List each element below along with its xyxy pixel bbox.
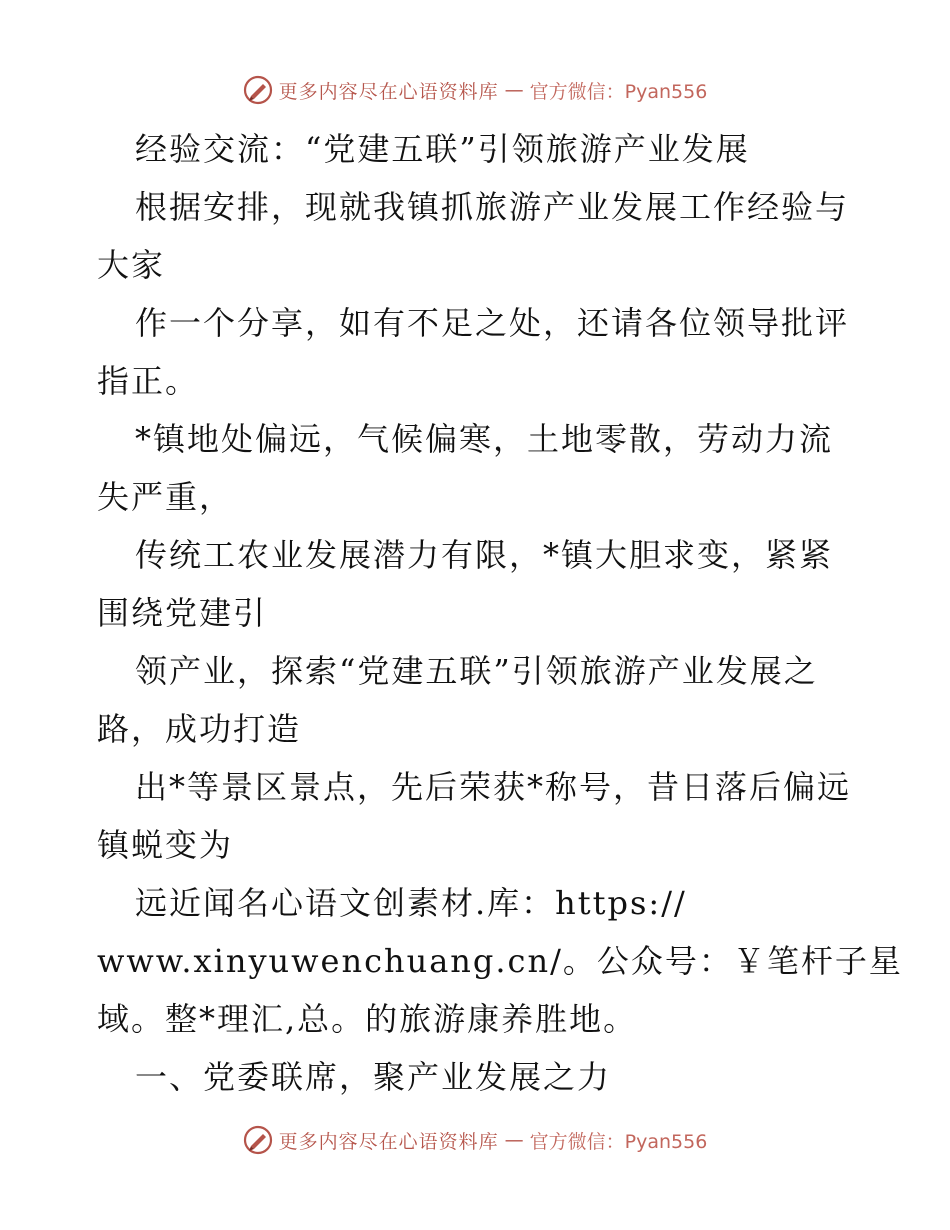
paragraph-line: 镇蜕变为 (97, 826, 234, 864)
document-body (97, 120, 903, 1106)
paragraph-line: 传统工农业发展潜力有限，*镇大胆求变，紧紧 (135, 536, 834, 574)
footer-watermark (0, 1120, 950, 1160)
paragraph-line: 领产业，探索“党建五联”引领旅游产业发展之 (135, 652, 818, 690)
watermark-separator: — (504, 1129, 524, 1151)
watermark-wechat: 官方微信：Pyan556 (529, 80, 708, 103)
paragraph-line: *镇地处偏远，气候偏寒，土地零散，劳动力流 (135, 420, 834, 458)
paragraph-line: 作一个分享，如有不足之处，还请各位领导批评 (135, 304, 850, 342)
section-heading: 一、党委联席，聚产业发展之力 (135, 1058, 612, 1096)
paragraph-line: 域。整*理汇,总。的旅游康养胜地。 (97, 1000, 638, 1038)
paragraph-line: 围绕党建引 (97, 594, 268, 632)
document-title: 经验交流：“党建五联”引领旅游产业发展 (135, 130, 750, 168)
pen-logo-icon (243, 1125, 273, 1155)
paragraph-line: 失严重， (97, 478, 234, 516)
watermark-wechat: 官方微信：Pyan556 (529, 1130, 708, 1153)
paragraph-line: 出*等景区景点，先后荣获*称号，昔日落后偏远 (135, 768, 852, 806)
paragraph-line: 指正。 (97, 362, 200, 400)
paragraph-line: 根据安排，现就我镇抓旅游产业发展工作经验与 (135, 188, 850, 226)
watermark-brand: 更多内容尽在心语资料库 (278, 80, 499, 103)
paragraph-line: 远近闻名心语文创素材.库：https:// (135, 884, 687, 922)
paragraph-line: 路，成功打造 (97, 710, 302, 748)
watermark-separator: — (504, 79, 524, 101)
paragraph-line: 大家 (97, 246, 166, 284)
header-watermark (0, 70, 950, 110)
watermark-brand: 更多内容尽在心语资料库 (278, 1130, 499, 1153)
pen-logo-icon (243, 75, 273, 105)
paragraph-line: www.xinyuwenchuang.cn/。公众号：￥笔杆子星 (97, 942, 903, 980)
